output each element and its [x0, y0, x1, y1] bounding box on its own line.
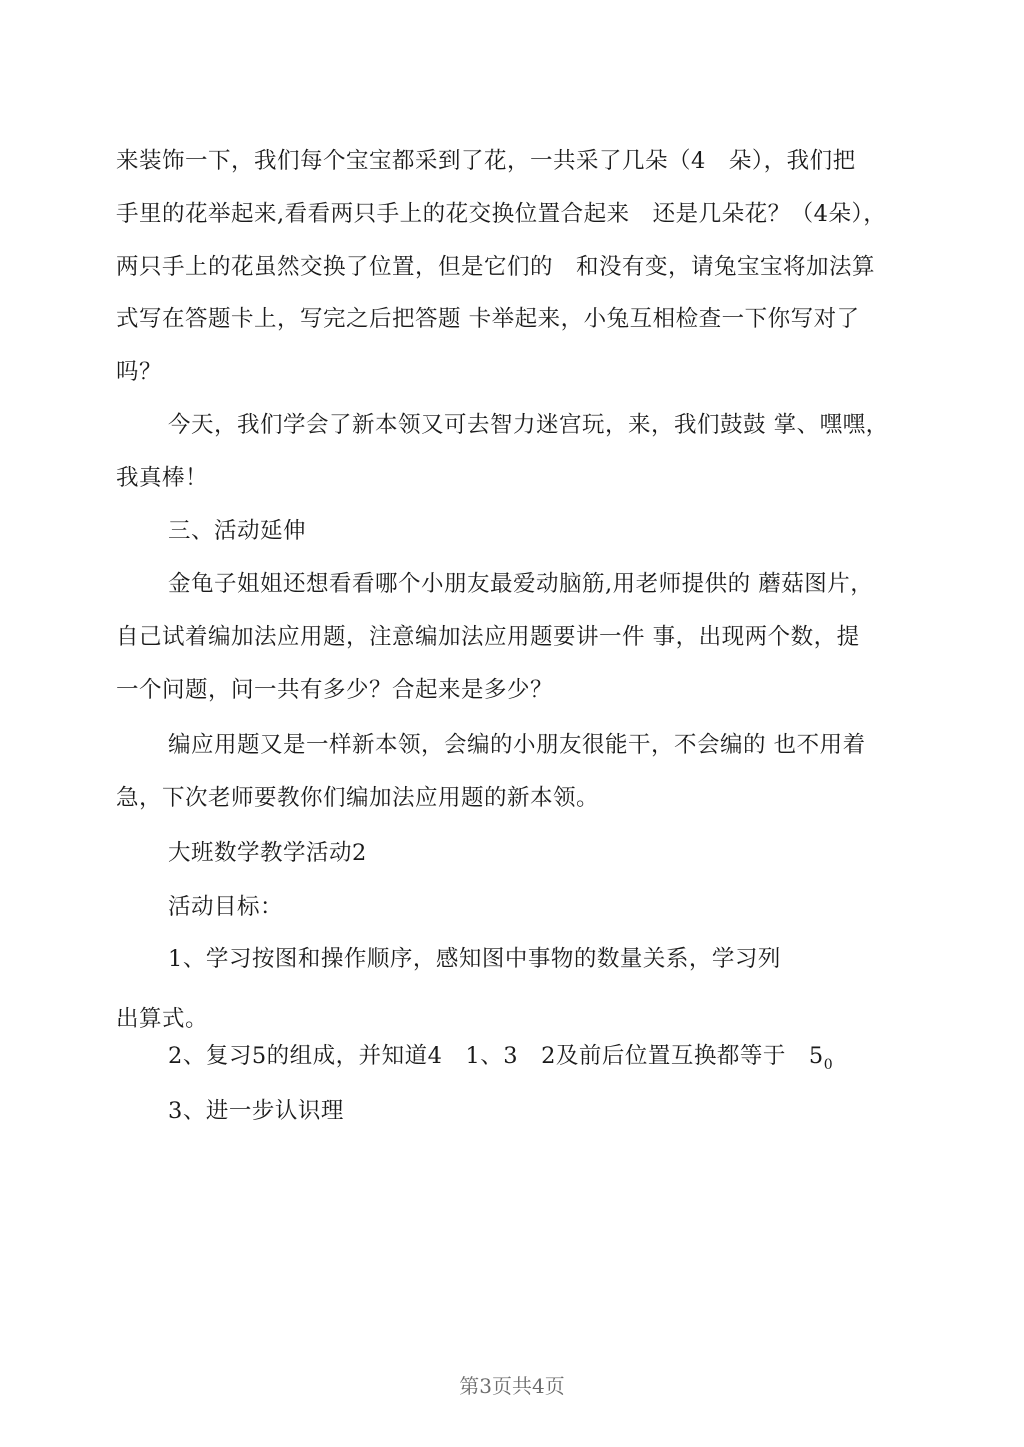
subscript-mark: 0: [823, 1057, 834, 1073]
list-item: [168, 1041, 833, 1080]
paragraph-line: 金龟子姐姐还想看看哪个小朋友最爱动脑筋,用老师提供的 蘑菇图片，: [168, 571, 874, 597]
paragraph-line: 式写在答题卡上，写完之后把答题 卡举起来，小兔互相检查一下你写对了: [116, 306, 860, 332]
paragraph-line: 来装饰一下，我们每个宝宝都采到了花，一共采了几朵（4 朵），我们把: [116, 148, 856, 174]
paragraph-line: 自己试着编加法应用题，注意编加法应用题要讲一件 事，出现两个数，提: [116, 624, 860, 650]
list-item: 3、进一步认识理: [168, 1098, 344, 1124]
paragraph-line: 我真棒！: [116, 465, 209, 491]
section-heading: 三、活动延伸: [168, 518, 307, 544]
paragraph-line: 出算式。: [116, 1006, 209, 1032]
paragraph-line: 两只手上的花虽然交换了位置，但是它们的 和没有变，请兔宝宝将加法算: [116, 254, 876, 280]
page-footer: 第3页共4页: [459, 1374, 565, 1398]
paragraph-line: 一个问题，问一共有多少？合起来是多少？: [116, 677, 554, 703]
paragraph-line: 手里的花举起来,看看两只手上的花交换位置合起来 还是几朵花？（4朵），: [116, 201, 887, 227]
paragraph-line: 吗？: [116, 359, 163, 385]
section-heading: 活动目标：: [168, 894, 284, 920]
paragraph-line: 编应用题又是一样新本领，会编的小朋友很能干，不会编的 也不用着: [168, 732, 866, 758]
list-item-text: 2、复习5的组成，并知道4 1、3 2及前后位置互换都等于 5: [168, 1043, 824, 1069]
paragraph-line: 急，下次老师要教你们编加法应用题的新本领。: [116, 785, 600, 811]
document-heading: 大班数学教学活动2: [168, 840, 367, 866]
list-item: 1、学习按图和操作顺序，感知图中事物的数量关系，学习列: [168, 946, 781, 972]
paragraph-line: 今天，我们学会了新本领又可去智力迷宫玩，来，我们鼓鼓 掌、嘿嘿，: [168, 412, 889, 438]
